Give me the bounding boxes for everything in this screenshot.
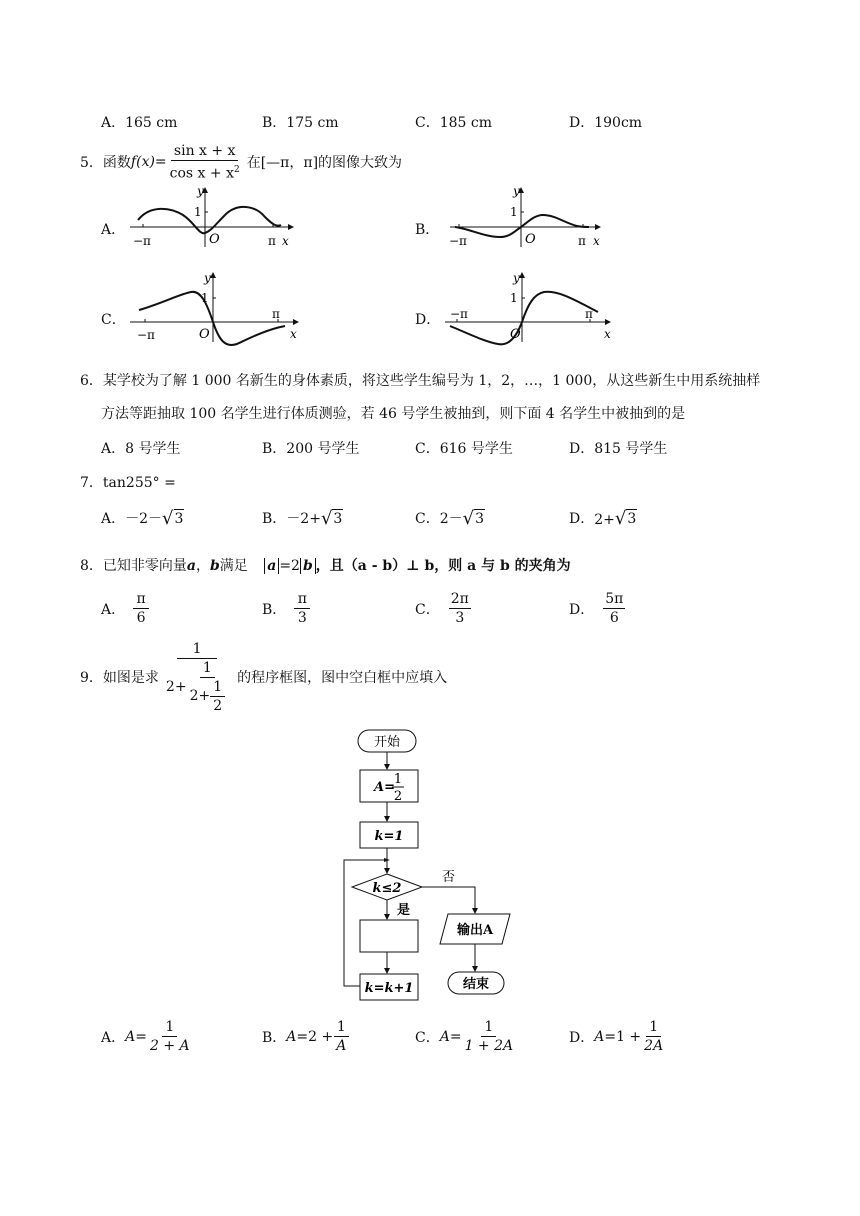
arrow-icon bbox=[472, 966, 478, 972]
svg-text:O: O bbox=[209, 232, 220, 247]
q5-label-b: B． bbox=[415, 222, 440, 238]
q6-number: 6． bbox=[80, 373, 103, 389]
q4-option-b: B．175 cm bbox=[262, 115, 339, 131]
sqrt-symbol: √ 3 bbox=[320, 508, 343, 529]
q8-option-a: A． $\frac{\pi}{6}$ bbox=[101, 590, 149, 627]
svg-text:x: x bbox=[593, 234, 600, 248]
arrow-icon bbox=[384, 764, 390, 770]
q5-number: 5． bbox=[80, 155, 103, 171]
q9-stem: 9． 如图是求 1 2+ 1 2+ $\frac{1}{2}$ 的程序框图，图中空白框中应填入 bbox=[80, 640, 448, 714]
svg-text:否: 否 bbox=[442, 870, 456, 885]
svg-text:结束: 结束 bbox=[462, 977, 490, 992]
x-arrow-icon bbox=[605, 319, 611, 325]
q6-option-d: D．815 号学生 bbox=[569, 441, 668, 457]
q5-label-d: D． bbox=[415, 312, 441, 328]
arrow-icon bbox=[472, 908, 478, 914]
curve bbox=[139, 292, 285, 345]
q5-stem bbox=[80, 137, 402, 187]
q6-option-a: A．8 号学生 bbox=[101, 441, 181, 457]
svg-text:−π: −π bbox=[449, 234, 467, 248]
q6-line1 bbox=[80, 370, 760, 390]
curve bbox=[138, 207, 281, 233]
svg-text:y: y bbox=[513, 185, 520, 198]
curve bbox=[450, 292, 598, 345]
svg-text:1: 1 bbox=[201, 291, 209, 305]
sqrt-symbol: √ 3 bbox=[162, 508, 184, 529]
q5-graph-c bbox=[125, 268, 310, 348]
svg-text:1: 1 bbox=[194, 205, 202, 219]
svg-text:π: π bbox=[578, 234, 586, 248]
svg-text:k≤2: k≤2 bbox=[372, 881, 402, 896]
svg-text:O: O bbox=[525, 232, 536, 247]
q5-fx: f(x)= bbox=[130, 154, 167, 170]
q5-label-a: A． bbox=[101, 222, 126, 238]
svg-text:x: x bbox=[604, 327, 611, 341]
q7-number: 7． bbox=[80, 475, 103, 491]
svg-text:1: 1 bbox=[393, 772, 403, 787]
svg-text:1: 1 bbox=[510, 291, 518, 305]
svg-text:1: 1 bbox=[510, 205, 518, 219]
svg-text:−π: −π bbox=[137, 328, 155, 342]
svg-text:y: y bbox=[513, 271, 520, 285]
q6-option-b: B．200 号学生 bbox=[262, 441, 360, 457]
q7-option-b: B． －2+ √ 3 bbox=[262, 508, 343, 529]
q4-option-d: D．190cm bbox=[569, 115, 643, 131]
q9-option-c: C． A= $\frac{1}{1 + 2A}$ bbox=[415, 1019, 514, 1054]
svg-text:x: x bbox=[290, 327, 297, 341]
q8-stem: 8．已知非零向量a，b满足 a =2 b ，且（a - b）⊥ b，则 a 与 b 的夹角为 bbox=[80, 558, 571, 574]
arrow-icon bbox=[384, 968, 390, 974]
y-arrow-icon bbox=[519, 272, 525, 278]
q5-graph-a bbox=[125, 185, 300, 250]
q4-option-c: C．185 cm bbox=[415, 115, 492, 131]
svg-text:是: 是 bbox=[397, 903, 411, 918]
y-arrow-icon bbox=[210, 272, 216, 278]
svg-text:x: x bbox=[282, 234, 289, 248]
q9-option-d: D． A= 1 + $\frac{1}{2A}$ bbox=[569, 1019, 664, 1054]
q5-stem-prefix: 函数 bbox=[102, 155, 131, 171]
arrow-icon bbox=[384, 914, 390, 920]
q7-option-c: C． 2－ √ 3 bbox=[415, 508, 485, 529]
x-arrow-icon bbox=[288, 224, 294, 230]
svg-text:k=1: k=1 bbox=[374, 829, 404, 844]
q9-option-b: B． A= 2 + $\frac{1}{A}$ bbox=[262, 1018, 349, 1055]
x-arrow-icon bbox=[293, 319, 299, 325]
svg-text:k=k+1: k=k+1 bbox=[364, 981, 414, 996]
q7-stem bbox=[80, 472, 176, 492]
q5-fraction bbox=[167, 142, 243, 183]
svg-text:π: π bbox=[268, 234, 276, 248]
arrow-icon bbox=[384, 816, 390, 822]
curve bbox=[455, 215, 589, 237]
sqrt-symbol: √ 3 bbox=[614, 508, 637, 529]
q8-option-d: D． $\frac{5\pi}{6}$ bbox=[569, 591, 624, 626]
svg-text:y: y bbox=[197, 185, 204, 198]
arrow-icon bbox=[384, 868, 390, 874]
q8-option-b: B． $\frac{\pi}{3}$ bbox=[262, 590, 310, 627]
q8-option-c: C． $\frac{2\pi}{3}$ bbox=[415, 591, 469, 626]
q7-option-a: A． －2－ √ 3 bbox=[101, 508, 184, 529]
q4-option-a: A．165 cm bbox=[101, 115, 178, 131]
svg-text:−π: −π bbox=[133, 234, 151, 248]
q8-norm-condition: a =2 b bbox=[264, 558, 316, 574]
q6-text-1: 某学校为了解 1 000 名新生的身体素质，将这些学生编号为 1，2，…，1 000，从这些新生中用系统抽样 bbox=[102, 373, 761, 389]
svg-text:π: π bbox=[585, 307, 593, 321]
flow-start-label: 开始 bbox=[373, 735, 401, 750]
q9-option-a: A． A= $\frac{1}{2 + A}$ bbox=[101, 1019, 190, 1054]
svg-text:A=: A= bbox=[374, 780, 395, 795]
q5-denominator: $\cos x + x^2$ bbox=[169, 164, 240, 182]
q6-option-c: C．616 号学生 bbox=[415, 441, 513, 457]
q7-option-d: D． 2+ √ 3 bbox=[569, 508, 637, 529]
q9-flowchart bbox=[330, 728, 530, 1010]
svg-text:y: y bbox=[204, 271, 211, 285]
q5-graph-d bbox=[440, 268, 625, 348]
x-arrow-icon bbox=[595, 224, 601, 230]
q5-numerator: sin x + x bbox=[171, 142, 239, 161]
q7-text: tan255° = bbox=[102, 475, 176, 491]
svg-text:2: 2 bbox=[393, 789, 403, 804]
svg-text:−π: −π bbox=[450, 307, 468, 321]
q5-graph-b bbox=[445, 185, 620, 250]
flow-blank-box bbox=[360, 920, 418, 952]
svg-text:O: O bbox=[510, 327, 521, 342]
q5-stem-suffix: 在[—π，π]的图像大致为 bbox=[246, 155, 403, 171]
svg-text:π: π bbox=[272, 307, 280, 321]
q9-continued-fraction: 1 2+ 1 2+ $\frac{1}{2}$ bbox=[163, 640, 231, 715]
svg-text:O: O bbox=[199, 327, 210, 342]
sqrt-symbol: √ 3 bbox=[462, 508, 485, 529]
q5-label-c: C． bbox=[101, 312, 126, 328]
q6-line2: 方法等距抽取 100 名学生进行体质测验，若 46 号学生被抽到，则下面 4 名学生中被抽到的是 bbox=[101, 406, 686, 422]
svg-text:输出A: 输出A bbox=[456, 923, 494, 938]
